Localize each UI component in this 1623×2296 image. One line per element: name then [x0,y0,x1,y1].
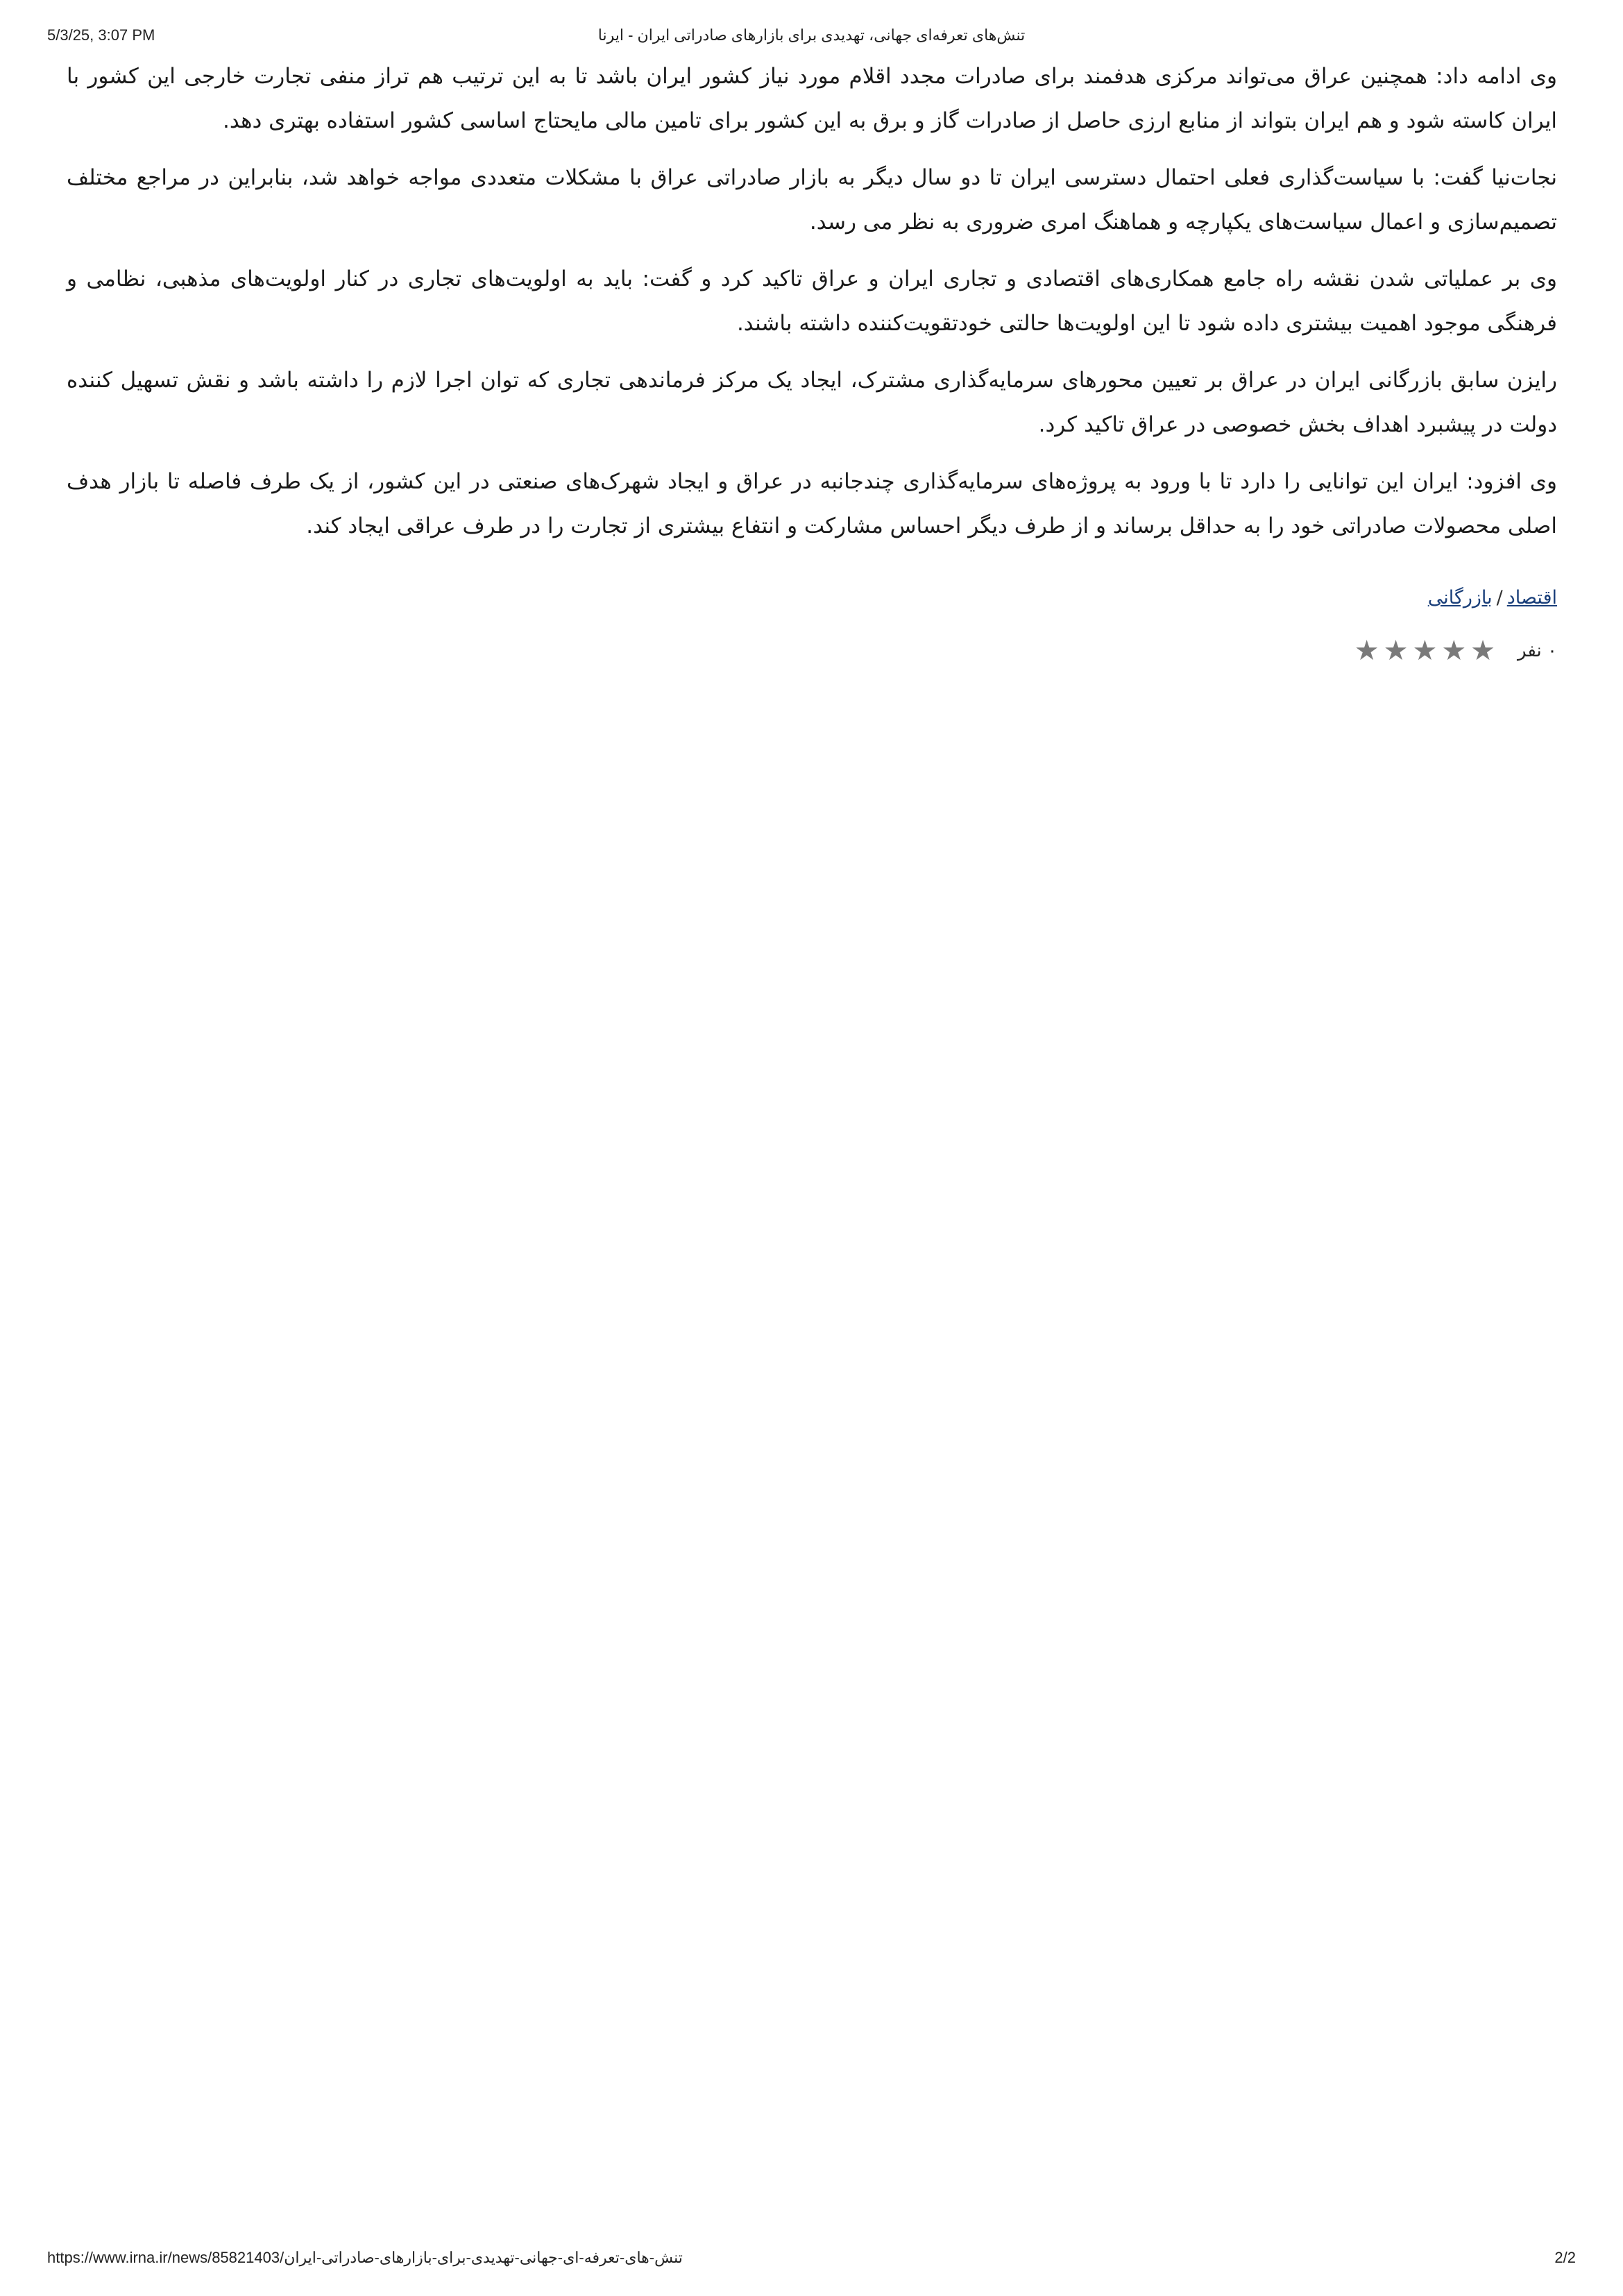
print-url: https://www.irna.ir/news/85821403/تنش-های-تعرفه-ای-جهانی-تهدیدی-برای-بازارهای-صادراتی-ایران [47,2249,683,2266]
star-icon[interactable]: ★ [1412,635,1438,667]
tag-link-economy[interactable]: اقتصاد [1506,587,1557,609]
article-paragraph: رایزن سابق بازرگانی ایران در عراق بر تعیین محورهای سرمایه‌گذاری مشترک، ایجاد یک مرکز فرماندهی تجاری که توان اجرا لازم را داشته باشد و نقش تسهیل کننده دولت در پیشبرد اهداف بخش خصوصی در عراق تاکید کرد. [67,368,1557,437]
print-datetime: 5/3/25, 3:07 PM [47,26,155,44]
print-header [47,26,1576,51]
star-icon[interactable]: ★ [1441,635,1467,667]
star-icon[interactable]: ★ [1354,635,1379,667]
star-icon[interactable]: ★ [1383,635,1409,667]
article-body [67,54,1557,561]
rating-count: ۰ نفر [1518,640,1557,661]
article-paragraph: وی ادامه داد: همچنین عراق می‌تواند مرکزی هدفمند برای صادرات مجدد اقلام مورد نیاز کشور ایران باشد تا به این ترتیب هم تراز منفی تجارت خارجی این کشور با ایران کاسته شود و هم ایران بتواند از منابع ارزی حاصل از صادرات گاز و برق به این کشور برای تامین مالی مایحتاج اساسی کشور استفاده بهتری دهد. [67,64,1557,133]
article-paragraph: وی بر عملیاتی شدن نقشه راه جامع همکاری‌های اقتصادی و تجاری ایران و عراق تاکید کرد و گفت: باید به اولویت‌های تجاری در کنار اولویت‌های مذهبی، نظامی و فرهنگی موجود اهمیت بیشتری داده شود تا این اولویت‌ها حالتی خودتقویت‌کننده داشته باشند. [67,266,1557,336]
tag-link-commerce[interactable]: بازرگانی [1427,587,1493,609]
article-paragraph: وی افزود: ایران این توانایی را دارد تا با ورود به پروژه‌های سرمایه‌گذاری چندجانبه در عراق و ایجاد شهرک‌های صنعتی در این کشور، از یک طرف فاصله تا بازار هدف اصلی محصولات صادراتی خود را به حداقل برساند و از طرف دیگر احساس مشارکت و انتفاع بیشتری از تجارت را در طرف عراقی ایجاد کند. [67,469,1557,538]
star-icon[interactable]: ★ [1470,635,1496,667]
print-page-title: تنش‌های تعرفه‌ای جهانی، تهدیدی برای بازارهای صادراتی ایران - ایرنا [597,26,1026,44]
print-footer [47,2249,1576,2271]
rating-stars [1354,637,1495,665]
tag-separator: / [1496,587,1503,609]
article-paragraph: نجات‌نیا گفت: با سیاست‌گذاری فعلی احتمال دسترسی ایران تا دو سال دیگر به بازار صادراتی عراق با مشکلات متعددی مواجه خواهد شد، بنابراین در مراجع مختلف تصمیم‌سازی و اعمال سیاست‌های یکپارچه و هماهنگ امری ضروری به نظر می رسد. [67,165,1557,235]
print-page-number: 2/2 [1554,2249,1576,2266]
rating-widget [1354,637,1557,665]
article-tags [1428,584,1557,612]
